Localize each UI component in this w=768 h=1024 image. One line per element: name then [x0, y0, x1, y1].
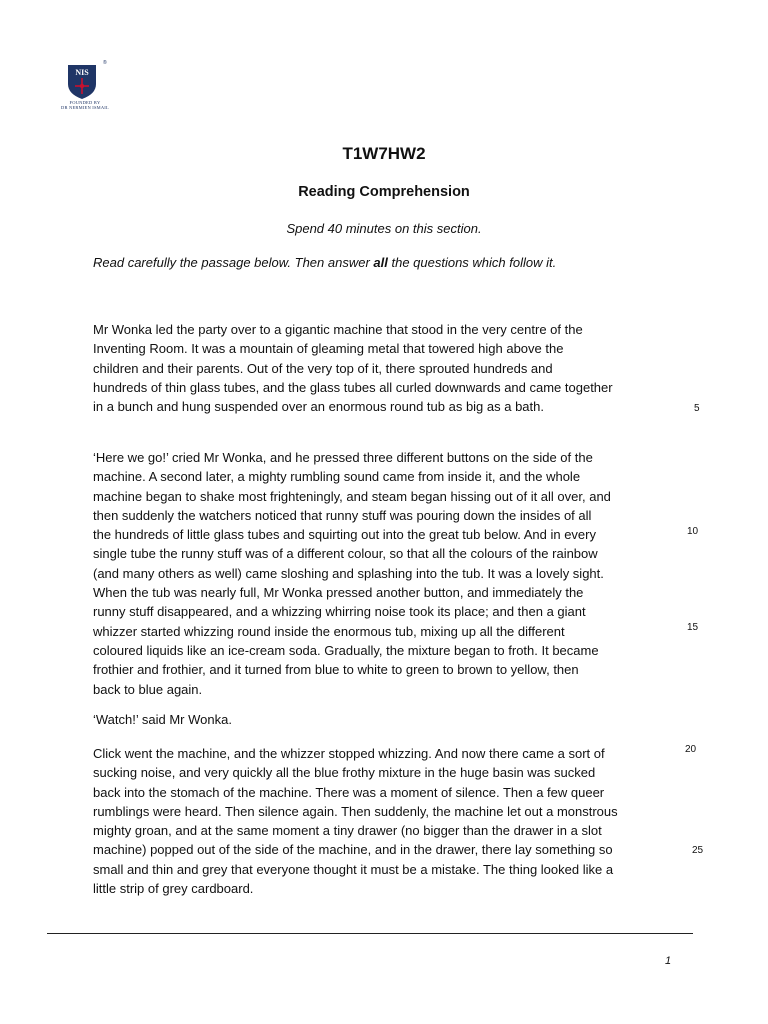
passage-line: Click went the machine, and the whizzer stopped whizzing. And now there came a sort of	[93, 746, 605, 761]
passage-paragraph-1	[93, 320, 673, 416]
footer-rule	[47, 933, 693, 934]
passage-line: rumblings were heard. Then silence again. Then suddenly, the machine let out a monstrous	[93, 803, 618, 819]
passage-line: the hundreds of little glass tubes and squirting out into the great tub below. And in every	[93, 527, 596, 543]
page-title: T1W7HW2	[342, 144, 426, 163]
passage-line: Inventing Room. It was a mountain of gleaming metal that towered high above the	[93, 341, 564, 357]
registered-mark: ®	[103, 60, 107, 66]
passage-line: hundreds of thin glass tubes, and the glass tubes all curled downwards and came together	[93, 379, 613, 395]
instruction-text-after: the questions which follow it.	[387, 255, 557, 270]
time-instruction: Spend 40 minutes on this section.	[286, 221, 482, 236]
passage-line: ‘Watch!’ said Mr Wonka.	[93, 712, 232, 727]
passage-line: frothier and frothier, and it turned from blue to white to green to brown to yellow, then	[93, 662, 579, 678]
passage-line: then suddenly the watchers noticed that runny stuff was pouring down the insides of all	[93, 507, 592, 523]
passage-line: machine. A second later, a mighty rumbling sound came from inside it, and the whole	[93, 469, 581, 485]
logo-founded-text	[56, 100, 114, 110]
passage-line: children and their parents. Out of the very top of it, there sprouted hundreds and	[93, 360, 553, 376]
passage-line: Mr Wonka led the party over to a gigantic machine that stood in the very centre of the	[93, 322, 583, 337]
passage-line: machine) popped out of the side of the machine, and in the drawer, there lay something so	[93, 842, 613, 858]
passage-line: runny stuff disappeared, and a whizzing whirring noise took its place; and then a giant	[93, 604, 586, 620]
passage-line: back to blue again.	[93, 681, 203, 697]
instruction-text-bold: all	[373, 255, 388, 270]
passage-line: (and many others as well) came sloshing and splashing into the tub. It was a lovely sight.	[93, 565, 604, 581]
passage-paragraph-4	[93, 744, 673, 898]
school-logo	[56, 58, 114, 120]
passage-line: coloured liquids like an ice-cream soda. Gradually, the mixture began to froth. It became	[93, 642, 599, 658]
passage-line: When the tub was nearly full, Mr Wonka pressed another button, and immediately the	[93, 585, 584, 601]
line-number: 25	[692, 845, 704, 856]
passage-paragraph-2	[93, 448, 673, 699]
line-number: 20	[685, 744, 697, 755]
logo-founded-line2: DR NERMIEN ISMAIL	[61, 105, 109, 110]
passage-line: small and thin and grey that everyone thought it must be a mistake. The thing looked like a	[93, 861, 614, 877]
passage-line: little strip of grey cardboard.	[93, 881, 254, 897]
passage-line: sucking noise, and very quickly all the blue frothy mixture in the huge basin was sucked	[93, 765, 596, 781]
logo-abbrev: NIS	[75, 68, 89, 77]
line-number: 15	[687, 622, 699, 633]
passage-line: single tube the runny stuff was of a different colour, so that all the colours of the rainbow	[93, 546, 598, 562]
logo-founded-line1: FOUNDED BY	[69, 100, 101, 105]
section-subtitle: Reading Comprehension	[298, 184, 470, 200]
reading-instruction	[93, 255, 693, 270]
line-number: 5	[694, 403, 700, 414]
page-number: 1	[665, 955, 672, 967]
passage-line: whizzer started whizzing round inside the enormous tub, mixing up all the different	[93, 623, 565, 639]
shield-icon	[67, 64, 97, 100]
passage-line: ‘Here we go!’ cried Mr Wonka, and he pressed three different buttons on the side of the	[93, 450, 593, 465]
line-number: 10	[687, 526, 699, 537]
instruction-text-before: Read carefully the passage below. Then answer	[93, 255, 374, 270]
passage-line: mighty groan, and at the same moment a tiny drawer (no bigger than the drawer in a slot	[93, 823, 602, 839]
passage-line: in a bunch and hung suspended over an enormous round tub as big as a bath.	[93, 399, 544, 415]
passage-paragraph-3	[93, 710, 673, 729]
passage-line: machine began to shake most frighteningly, and steam began hissing out of it all over, and	[93, 488, 611, 504]
passage-line: back into the stomach of the machine. There was a moment of silence. Then a few queer	[93, 784, 605, 800]
